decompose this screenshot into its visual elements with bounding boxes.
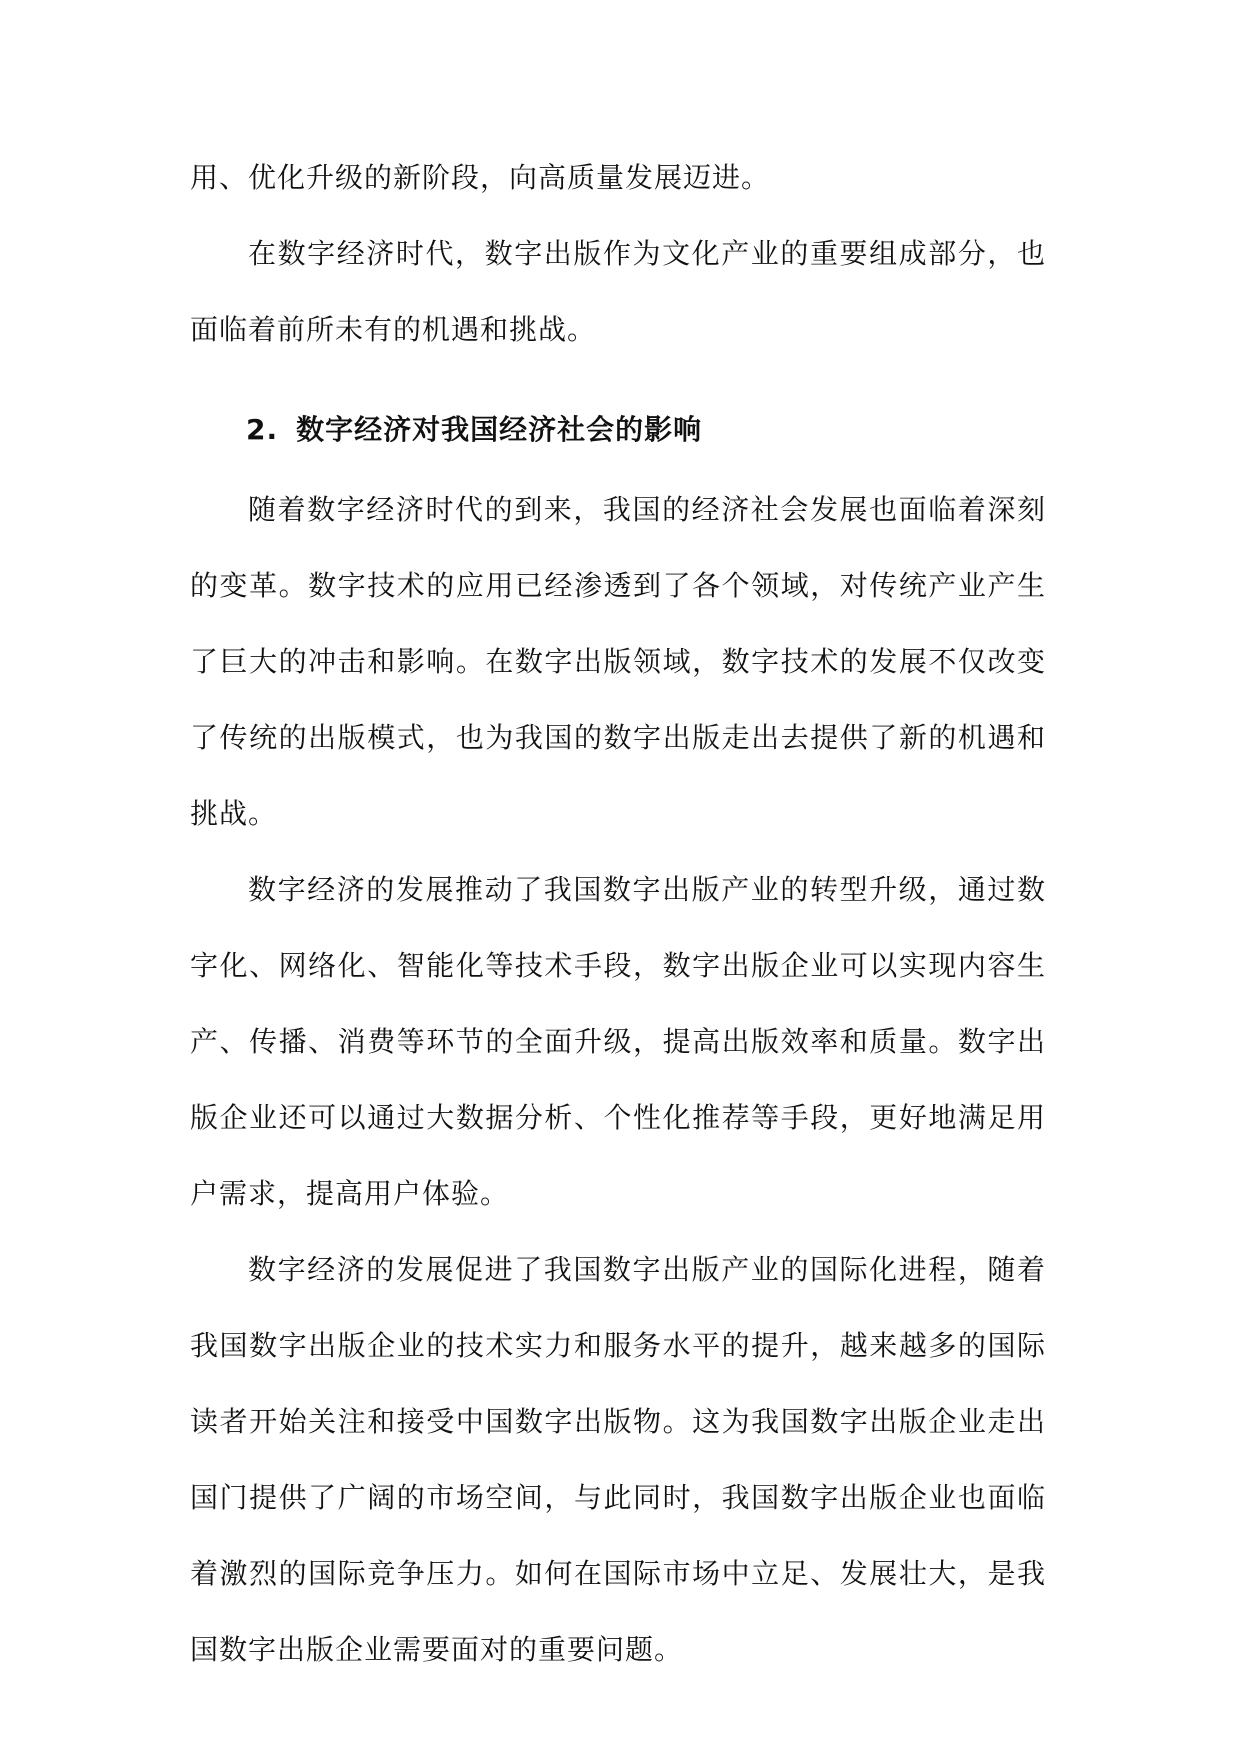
paragraph-opportunities: 在数字经济时代，数字出版作为文化产业的重要组成部分，也面临着前所未有的机遇和挑战。	[190, 237, 1046, 346]
paragraph-transformation: 随着数字经济时代的到来，我国的经济社会发展也面临着深刻的变革。数字技术的应用已经渗透到了各个领域，对传统产业产生了巨大的冲击和影响。在数字出版领域，数字技术的发展不仅改变了传统的出版模式，也为我国的数字出版走出去提供了新的机遇和挑战。	[190, 493, 1046, 830]
paragraph-continuation: 用、优化升级的新阶段，向高质量发展迈进。	[190, 161, 771, 194]
section-number: 2.	[246, 413, 279, 446]
paragraph-internationalization: 数字经济的发展促进了我国数字出版产业的国际化进程，随着我国数字出版企业的技术实力和服务水平的提升，越来越多的国际读者开始关注和接受中国数字出版物。这为我国数字出版企业走出国门提供了广阔的市场空间，与此同时，我国数字出版企业也面临着激烈的国际竞争压力。如何在国际市场中立足、发展壮大，是我国数字出版企业需要面对的重要问题。	[190, 1253, 1046, 1666]
section-title: 数字经济对我国经济社会的影响	[296, 413, 703, 446]
paragraph-upgrade: 数字经济的发展推动了我国数字出版产业的转型升级，通过数字化、网络化、智能化等技术手段，数字出版企业可以实现内容生产、传播、消费等环节的全面升级，提高出版效率和质量。数字出版企业还可以通过大数据分析、个性化推荐等手段，更好地满足用户需求，提高用户体验。	[190, 873, 1046, 1210]
section-heading	[190, 392, 1046, 468]
document-body	[190, 140, 1046, 1688]
